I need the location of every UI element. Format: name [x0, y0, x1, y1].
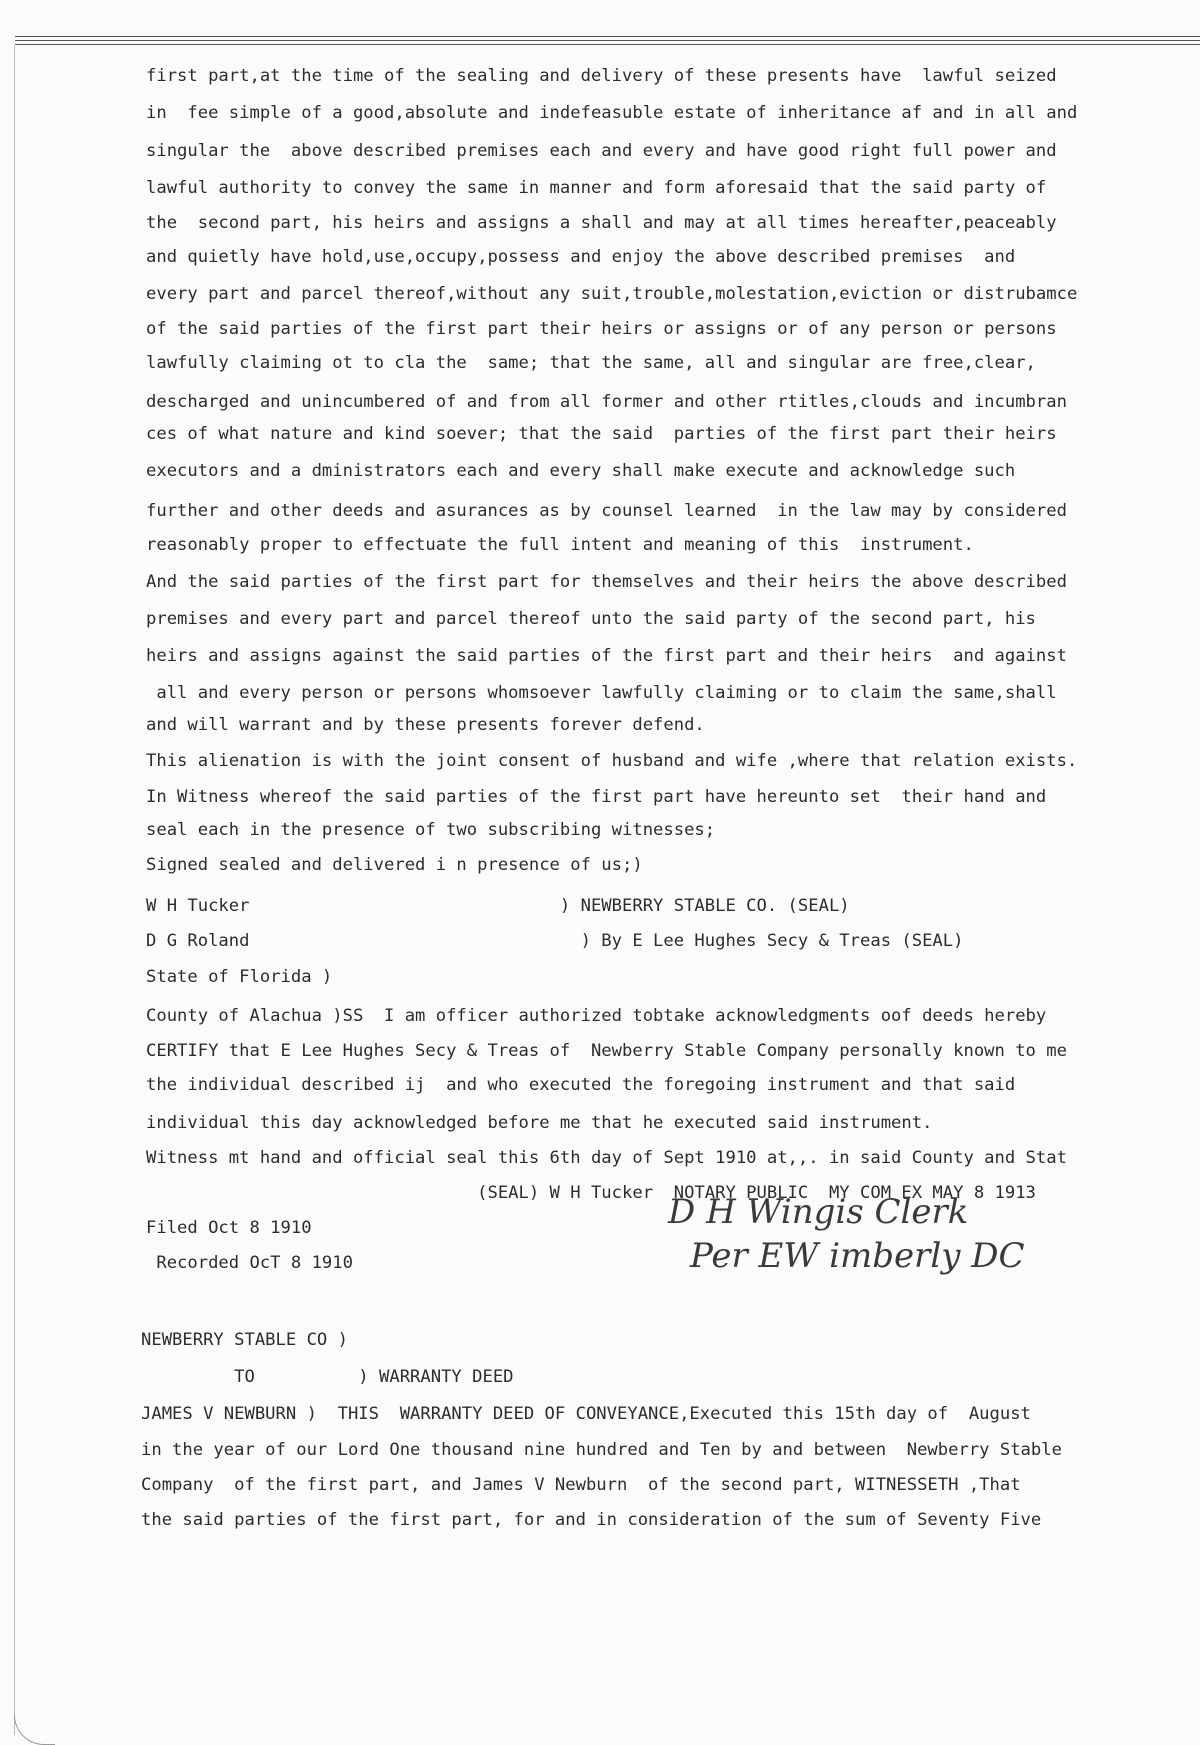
text-line: the second part, his heirs and assigns a shall and may at all times hereafter,peaceably — [146, 213, 1057, 233]
text-line: And the said parties of the first part for themselves and their heirs the above described — [146, 572, 1067, 592]
filed-date: Filed Oct 8 1910 — [146, 1218, 312, 1238]
clerk-signature: D H Wingis Clerk — [668, 1192, 969, 1232]
text-line: lawful authority to convey the same in manner and form aforesaid that the said party of — [146, 178, 1047, 198]
text-line: singular the above described premises each and every and have good right full power and — [146, 141, 1057, 161]
text-line: County of Alachua )SS I am officer authorized tobtake acknowledgments oof deeds hereby — [146, 1006, 1047, 1026]
top-rule — [15, 44, 1200, 45]
text-line: CERTIFY that E Lee Hughes Secy & Treas of Newberry Stable Company personally known to me — [146, 1041, 1067, 1061]
recorded-date: Recorded OcT 8 1910 — [146, 1253, 353, 1273]
text-line: reasonably proper to effectuate the full intent and meaning of this instrument. — [146, 535, 974, 555]
page-corner-curl — [14, 1714, 55, 1745]
text-line: lawfully claiming ot to cla the same; that the same, all and singular are free,clear, — [146, 353, 1036, 373]
text-line: W H Tucker ) NEWBERRY STABLE CO. (SEAL) — [146, 896, 850, 916]
text-line: first part,at the time of the sealing and delivery of these presents have lawful seized — [146, 66, 1057, 86]
text-line: (SEAL) W H Tucker NOTARY PUBLIC MY COM EX MAY 8 1913 — [146, 1183, 1036, 1203]
text-line: the said parties of the first part, for and in consideration of the sum of Seventy Five — [141, 1510, 1042, 1530]
text-line: Company of the first part, and James V Newburn of the second part, WITNESSETH ,That — [141, 1475, 1021, 1495]
text-line: in the year of our Lord One thousand nine hundred and Ten by and between Newberry Stable — [141, 1440, 1062, 1460]
text-line: premises and every part and parcel thereof unto the said party of the second part, his — [146, 609, 1036, 629]
text-line: all and every person or persons whomsoever lawfully claiming or to claim the same,shall — [146, 683, 1057, 703]
text-line: in fee simple of a good,absolute and indefeasuble estate of inheritance af and in all and — [146, 103, 1078, 123]
text-line: State of Florida ) — [146, 967, 333, 987]
text-line: D G Roland ) By E Lee Hughes Secy & Treas (SEAL) — [146, 931, 964, 951]
text-line: This alienation is with the joint consent of husband and wife ,where that relation exists. — [146, 751, 1078, 771]
grantor-heading: NEWBERRY STABLE CO ) — [141, 1330, 348, 1350]
text-line: JAMES V NEWBURN ) THIS WARRANTY DEED OF CONVEYANCE,Executed this 15th day of August — [141, 1404, 1031, 1424]
text-line: Witness mt hand and official seal this 6th day of Sept 1910 at,,. in said County and Stat — [146, 1148, 1067, 1168]
text-line: descharged and unincumbered of and from all former and other rtitles,clouds and incumbran — [146, 392, 1067, 412]
top-rule — [15, 36, 1200, 37]
text-line: In Witness whereof the said parties of the first part have hereunto set their hand and — [146, 787, 1047, 807]
page-left-edge — [14, 46, 15, 1735]
text-line: further and other deeds and asurances as by counsel learned in the law may by considered — [146, 501, 1067, 521]
deed-title-heading: TO ) WARRANTY DEED — [141, 1367, 514, 1387]
text-line: Signed sealed and delivered i n presence of us;) — [146, 855, 643, 875]
text-line: the individual described ij and who executed the foregoing instrument and that said — [146, 1075, 1016, 1095]
text-line: and quietly have hold,use,occupy,possess and enjoy the above described premises and — [146, 247, 1016, 267]
text-line: individual this day acknowledged before me that he executed said instrument. — [146, 1113, 933, 1133]
text-line: every part and parcel thereof,without any suit,trouble,molestation,eviction or distrubamce — [146, 284, 1078, 304]
text-line: ces of what nature and kind soever; that the said parties of the first part their heirs — [146, 424, 1057, 444]
text-line: and will warrant and by these presents forever defend. — [146, 715, 705, 735]
deputy-clerk-signature: Per EW imberly DC — [690, 1236, 1025, 1276]
text-line: of the said parties of the first part their heirs or assigns or of any person or persons — [146, 319, 1057, 339]
top-rule — [15, 40, 1200, 41]
text-line: heirs and assigns against the said parties of the first part and their heirs and against — [146, 646, 1067, 666]
text-line: seal each in the presence of two subscribing witnesses; — [146, 820, 716, 840]
text-line: executors and a dministrators each and every shall make execute and acknowledge such — [146, 461, 1016, 481]
